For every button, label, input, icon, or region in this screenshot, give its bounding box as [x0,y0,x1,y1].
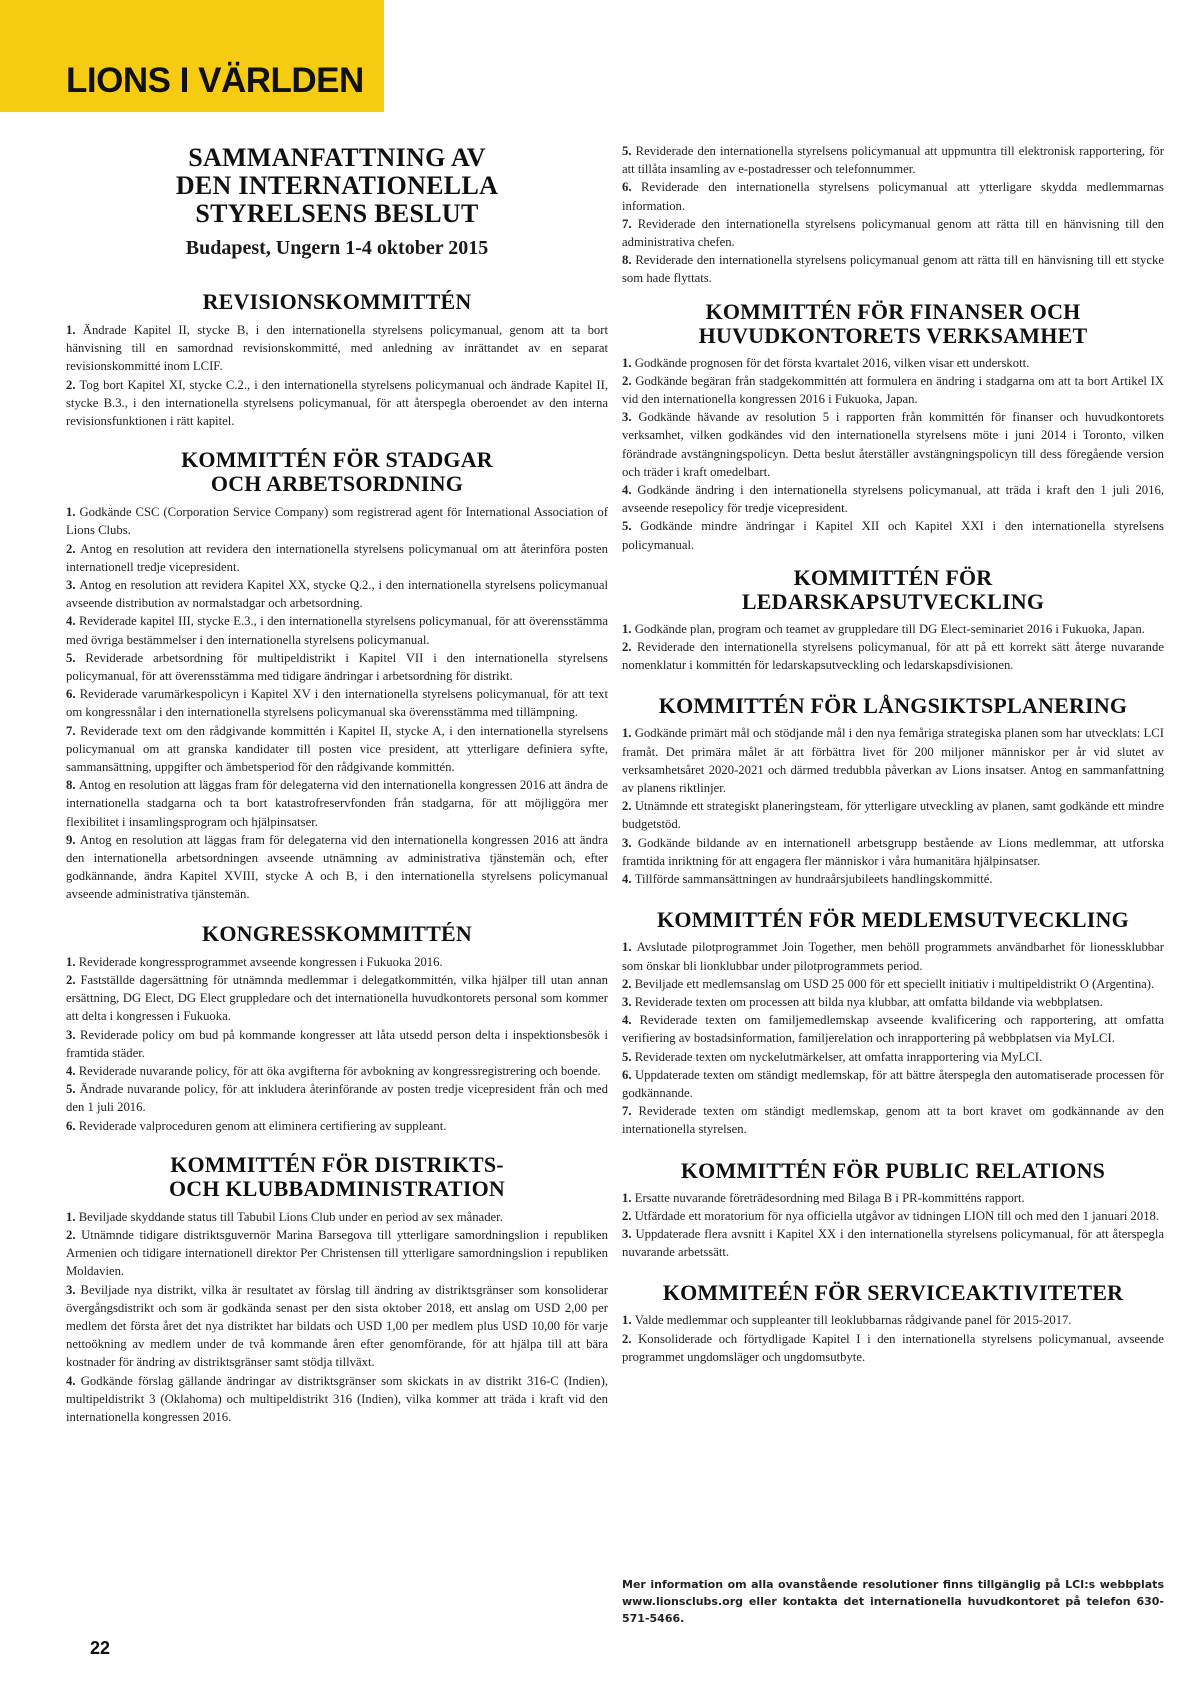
item-number: 1. [622,726,635,741]
resolution-item [622,251,1164,287]
item-number: 4. [66,1063,79,1078]
resolution-item [622,724,1164,797]
resolution-item [622,1102,1164,1138]
committee-heading-line: OCH KLUBBADMINISTRATION [168,1175,506,1201]
item-text: Fastställde dagersättning för utnämnda medlemmar i delegatkommittén, vilka hjälper till utan annan ersättning, DG Elect, DG Elect gruppledare och det internationella huvudkontorets personal som kommer att delta i kongressen i Fukuoka. [66,972,608,1024]
resolution-item [622,1225,1164,1261]
committee-heading [622,694,1164,718]
resolution-item [66,1026,608,1062]
committee-heading [66,290,608,314]
committee-heading [66,1153,608,1201]
resolution-item [66,685,608,721]
item-number: 2. [622,373,636,388]
item-text: Reviderade texten om familjemedlemskap avseende kvalificering och rapportering, att omfatta verifiering av bostadsinformation, familjerelation och inrapportering på webbplatsen via MyLCI. [622,1013,1165,1046]
resolution-item [622,1011,1164,1047]
item-text: Uppdaterade texten om ständigt medlemskap, för att bättre återspegla den automatiserade processen för godkännande. [622,1067,1164,1100]
item-text: Godkände CSC (Corporation Service Company) som registrerad agent för International Association of Lions Clubs. [66,505,609,538]
item-number: 4. [66,1373,81,1388]
item-text: Antog en resolution att läggas fram för delegaterna vid den internationella kongressen 2016 att ändra den internationella arbetsordningen avseende utnämning av administrativa tjänstemän och, efter godkännande, ändra Kapitel XVIII, stycke A och B, i den internationella styrelsens policymanual avseende administrativa tjänstemän. [66,832,609,902]
item-text: Godkände begäran från stadgekommittén att formulera en ändring i stadgarna om att ta bort Artikel IX vid den internationella kongressen 2016 i Fukuoka, Japan. [622,373,1164,407]
resolution-item [622,142,1164,178]
item-number: 1. [622,940,637,955]
item-text: Godkände prognosen för det första kvartalet 2016, vilken visar ett underskott. [634,355,1030,370]
committee-heading-line: KOMMITTÉN FÖR STADGAR [181,447,493,473]
item-text: Reviderade varumärkespolicyn i Kapitel XV i den internationella styrelsens policymanual, för att text om kongressnålar i den internationella styrelsens policymanual ska överensstämma med tillämpning. [66,687,608,720]
right-column [622,142,1164,1366]
committee-heading-line: KOMMITEÉN FÖR SERVICEAKTIVITETER [662,1280,1124,1306]
item-number: 5. [66,1082,80,1097]
committee-heading-line: KOMMITTÉN FÖR MEDLEMSUTVECKLING [657,907,1129,933]
resolution-item [622,834,1164,870]
committee-heading-line: KONGRESSKOMMITTÉN [202,920,472,946]
item-text: Reviderade den internationella styrelsens policymanual genom att rätta till en hänvisning till ett stycke som hade flyttats. [622,253,1164,286]
resolution-item [66,953,608,971]
committee-heading [622,300,1164,348]
resolution-item [66,776,608,831]
item-text: Uppdaterade flera avsnitt i Kapitel XX i den internationella styrelsens policymanual, för att återspegla nuvarande arbetssätt. [622,1226,1164,1260]
resolution-item [622,1189,1164,1207]
item-text: Avslutade pilotprogrammet Join Together, men behöll programmets användbarhet för lionessklubbar som önskar bli lionklubbar under pilotprogrammets period. [622,940,1164,973]
resolution-item [66,1372,608,1427]
resolution-item [622,1048,1164,1066]
item-text: Ersatte nuvarande företrädesordning med Bilaga B i PR-kommitténs rapport. [634,1190,1025,1205]
item-number: 3. [622,835,638,850]
committee-heading [622,1281,1164,1305]
item-text: Godkände förslag gällande ändringar av distriktsgränser som skickats in av distrikt 316-C (Indien), multipeldistrikt 3 (Oklahoma) och multipeldistrikt 316 (Indien), vilka kommer att träda i kraft vid den internationella kongressen 2016. [66,1373,608,1424]
committee-heading-line: OCH ARBETSORDNING [210,471,464,497]
page-number: 22 [90,1638,111,1658]
left-sections [66,290,608,1426]
item-number: 4. [622,872,635,887]
item-text: Ändrade Kapitel II, stycke B, i den internationella styrelsens policymanual, genom att ta bort hänvisning till en samordnad revisionskommitté, med anledning av inrättandet av en separat revisionskommitté inom LCIF. [66,323,609,374]
resolution-item [66,376,608,431]
item-number: 7. [622,1104,639,1119]
item-text: Godkände mindre ändringar i Kapitel XII och Kapitel XXI i den internationella styrelsens policymanual. [622,519,1164,552]
resolution-item [622,870,1164,888]
main-title-line: STYRELSENS BESLUT [195,199,479,228]
item-number: 3. [66,578,80,593]
resolution-item [66,612,608,648]
item-number: 5. [66,650,86,665]
item-number: 2. [622,1331,639,1346]
item-number: 3. [622,994,635,1009]
item-number: 8. [622,253,636,268]
item-number: 2. [66,972,81,987]
item-number: 1. [66,323,83,337]
main-title-line: DEN INTERNATIONELLA [175,171,499,200]
committee-heading [622,566,1164,614]
item-number: 1. [622,1313,635,1328]
resolution-item [66,1117,608,1135]
item-text: Godkände plan, program och teamet av gruppledare till DG Elect-seminariet 2016 i Fukuoka, Japan. [634,621,1145,636]
item-text: Beviljade nya distrikt, vilka är resultatet av förslag till ändring av distriktsgränser som konsoliderar övergångsdistrikt och som är godkända senast per den sista oktober 2018, ett anslag om USD 2,00 per medlem det första året det nya distriktet har bildats och USD 1,00 per medlem plus USD 10,00 för varje nettoökning av medlem under de två kommande åren efter genomförande, för att hjälpa till att bära kostnader för ändring av distriktsgränser samt stödja tillväxt. [66,1282,609,1370]
committee-heading-line: KOMMITTÉN FÖR DISTRIKTS- [170,1151,504,1177]
resolution-item [622,408,1164,481]
committee-heading [66,448,608,496]
committee-heading-line: KOMMITTÉN FÖR PUBLIC RELATIONS [680,1157,1106,1183]
item-number: 2. [622,799,635,814]
item-text: Reviderade text om den rådgivande kommittén i Kapitel II, stycke A, i den internationella styrelsens policymanual om att granska kandidater till posten vice president, att ytterligare definiera syfte, sammansättning, uppgifter och ämbetsperiod för den rådgivande kommittén. [66,723,609,775]
footer-note: Mer information om alla ovanstående resolutioner finns tillgänglig på LCI:s webbplats www.lionsclubs.org eller kontakta det internationella huvudkontoret på telefon 630-571-5466. [622,1578,1164,1625]
item-number: 7. [66,723,81,738]
item-number: 6. [66,687,80,702]
resolution-item [622,372,1164,408]
committee-heading-line: LEDARSKAPSUTVECKLING [741,588,1045,614]
item-text: Utnämnde ett strategiskt planeringsteam, för ytterligare utveckling av planen, samt godkände ett mindre budgetstöd. [622,799,1165,832]
resolution-item [66,831,608,904]
item-number: 2. [66,377,80,392]
resolution-item [622,1311,1164,1329]
item-text: Godkände bildande av en internationell arbetsgrupp bestående av Lions medlemmar, att utforska framtida inriktning för att engagera fler människor i våra humanitära hjälpinsatser. [622,835,1165,868]
item-text: Tillförde sammansättningen av hundraårsjubileets handlingskommitté. [634,872,993,887]
item-number: 6. [622,1067,635,1082]
item-text: Reviderade den internationella styrelsens policymanual genom att rätta till en hänvisning till den administrativa chefen. [622,216,1165,250]
resolution-item [622,1330,1164,1366]
committee-heading-line: HUVUDKONTORETS VERKSAMHET [698,322,1088,348]
item-text: Godkände ändring i den internationella styrelsens policymanual, att träda i kraft den 1 juli 2016, avseende resepolicy för tredje vicepresident. [622,483,1164,516]
item-text: Reviderade arbetsordning för multipeldistrikt i Kapitel VII i den internationella styrelsens policymanual, för att överensstämma med tidigare ändringar i arbetsordning för distrikt. [66,650,608,684]
resolution-item [66,540,608,576]
resolution-item [622,975,1164,993]
item-text: Konsoliderade och förtydligade Kapitel I i den internationella styrelsens policymanual, avseende programmet ungdomsläger och ungdomsutbyte. [622,1331,1165,1364]
item-number: 5. [622,519,641,534]
resolution-item [622,1066,1164,1102]
item-text: Reviderade nuvarande policy, för att öka avgifterna för avbokning av kongressregistrering och boende. [78,1063,601,1078]
resolution-item [66,1208,608,1226]
resolution-item [66,576,608,612]
item-number: 5. [622,144,636,158]
item-number: 4. [622,483,638,498]
item-text: Reviderade policy om bud på kommande kongresser att låta utsedd person delta i inspektionsbesök i framtida städer. [66,1027,609,1060]
item-number: 1. [622,355,635,370]
resolution-item [66,722,608,777]
item-number: 1. [622,1190,635,1205]
left-column [66,144,608,1426]
resolution-item [622,993,1164,1011]
item-number: 9. [66,832,80,847]
committee-heading [622,1159,1164,1183]
resolution-item [622,638,1164,674]
item-text: Beviljade ett medlemsanslag om USD 25 000 för ett speciellt initiativ i multipeldistrikt O (Argentina). [634,976,1155,991]
item-number: 7. [622,216,638,231]
resolution-item [66,503,608,539]
committee-heading-line: REVISIONSKOMMITTÉN [202,289,472,314]
item-number: 1. [66,1209,79,1224]
meeting-location-date: Budapest, Ungern 1-4 oktober 2015 [185,237,489,259]
item-text: Reviderade texten om ständigt medlemskap, genom att ta bort kravet om godkännande av den internationella styrelsen. [622,1104,1165,1137]
item-number: 4. [622,1013,640,1028]
item-number: 3. [66,1027,81,1042]
resolution-item [66,649,608,685]
item-text: Utnämnde tidigare distriktsguvernör Marina Barsegova till ytterligare samordningslion i republiken Armenien och tidigare internationell direktor Per Christensen till ytterligare samordningslion i republiken Moldavien. [66,1227,608,1279]
main-title-line: SAMMANFATTNING AV [188,143,486,172]
item-number: 4. [66,614,79,629]
resolution-item [622,620,1164,638]
resolution-item [622,517,1164,553]
resolution-item [622,797,1164,833]
item-number: 8. [66,778,79,793]
resolution-item [622,354,1164,372]
item-number: 6. [622,180,642,195]
resolution-item [66,1080,608,1116]
continued-items [622,142,1164,288]
resolution-item [622,215,1164,251]
item-number: 3. [622,1226,636,1241]
item-number: 6. [66,1118,79,1133]
item-text: Antog en resolution att läggas fram för delegaterna vid den internationella kongressen 2016 att ändra de internationella stadgarna och ta bort katastrofreservfonden från stadgarna, för att möjliggöra mer flexibilitet i insamlingsprogram och hjälpinsatser. [66,778,608,829]
resolution-item [622,1207,1164,1225]
resolution-item [622,178,1164,214]
item-text: Reviderade texten om nyckelutmärkelser, att omfatta inrapportering via MyLCI. [634,1049,1043,1064]
resolution-item [66,971,608,1026]
item-text: Reviderade valproceduren genom att eliminera certifiering av suppleant. [78,1118,447,1133]
item-number: 3. [66,1282,81,1297]
item-number: 2. [66,1227,82,1242]
resolution-item [66,1226,608,1281]
resolution-item [66,1281,608,1372]
committee-heading-line: KOMMITTÉN FÖR LÅNGSIKTSPLANERING [658,693,1128,719]
item-number: 2. [66,541,81,556]
item-text: Reviderade den internationella styrelsens policymanual att ytterligare skydda medlemmarnas information. [622,180,1164,213]
item-number: 3. [622,410,639,425]
item-number: 5. [622,1049,635,1064]
item-text: Tog bort Kapitel XI, stycke C.2., i den internationella styrelsens policymanual och ändrade Kapitel II, stycke B.3., i den internationella styrelsens policymanual, för att återspegla oberoendet av den interna revisionsfunktionen i rätt kapitel. [66,377,608,429]
resolution-item [66,1062,608,1080]
committee-heading-line: KOMMITTÉN FÖR [793,564,993,590]
item-text: Antog en resolution att revidera den internationella styrelsens policymanual om att återinföra posten internationell tredje vicepresident. [66,541,608,574]
committee-heading [622,908,1164,932]
item-text: Reviderade kongressprogrammet avseende kongressen i Fukuoka 2016. [78,954,443,969]
resolution-item [66,321,608,376]
item-text: Valde medlemmar och suppleanter till leoklubbarnas rådgivande panel för 2015-2017. [634,1313,1072,1328]
item-number: 1. [66,954,79,969]
committee-heading [66,922,608,946]
item-text: Beviljade skyddande status till Tabubil Lions Club under en period av sex månader. [78,1209,503,1224]
item-text: Reviderade texten om processen att bilda nya klubbar, att omfatta bildande via webbplatsen. [634,994,1103,1009]
item-number: 2. [622,976,635,991]
item-text: Antog en resolution att revidera Kapitel XX, stycke Q.2., i den internationella styrelsens policymanual avseende distribution av normalstadgar och arbetsordning. [66,578,608,611]
resolution-item [622,481,1164,517]
item-text: Reviderade kapitel III, stycke E.3., i den internationella styrelsens policymanual, för att överensstämma med övriga bestämmelser i den internationella styrelsens policymanual. [66,614,609,647]
item-text: Godkände primärt mål och stödjande mål i den nya femåriga strategiska planen som har utvecklats: LCI framåt. Det primära målet är att förbättra livet för 200 miljoner människor per år vid slutet av verksamhetsåret 2020-2021 och därmed tredubbla påverkan av Lions insatser. Antog en sammanfattning av planens riktlinjer. [622,726,1164,796]
item-text: Reviderade den internationella styrelsens policymanual, för att på ett korrekt sätt återge nuvarande nomenklatur i kommittén för ledarskapsutveckling och ledarskapsdivisionen. [622,640,1164,673]
item-text: Ändrade nuvarande policy, för att inkludera återinförande av posten tredje vicepresident från och med den 1 juli 2016. [66,1082,609,1115]
right-sections [622,300,1164,1366]
item-text: Godkände hävande av resolution 5 i rapporten från kommittén för finanser och huvudkontorets verksamhet, vilken godkändes vid den internationella styrelsens möte i juni 2014 i Toronto, vilken förändrade avstängningspolicyn. Detta beslut återställer avstängningspolicyn till dess föregående version och träder i kraft omedelbart. [622,410,1164,479]
resolution-item [622,938,1164,974]
section-title: LIONS I VÄRLDEN [66,61,364,100]
item-text: Reviderade den internationella styrelsens policymanual att uppmuntra till elektronisk rapportering, för att tillåta insamling av e-postadresser och telefonnummer. [622,144,1165,177]
main-title [66,144,608,228]
item-text: Utfärdade ett moratorium för nya officiella utgåvor av tidningen LION till och med den 1 januari 2018. [634,1208,1160,1223]
item-number: 2. [622,1208,635,1223]
item-number: 2. [622,640,637,655]
item-number: 1. [66,505,80,520]
committee-heading-line: KOMMITTÉN FÖR FINANSER OCH [705,298,1081,324]
item-number: 1. [622,621,635,636]
